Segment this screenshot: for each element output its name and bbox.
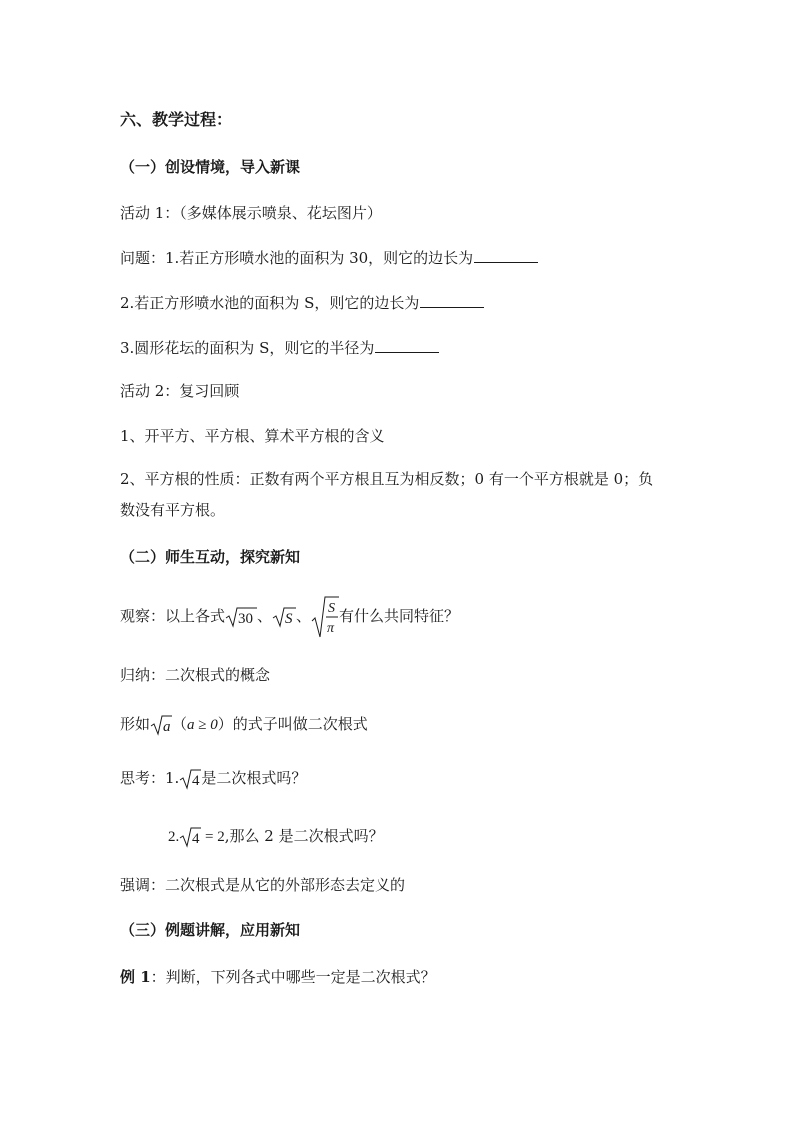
define-cond-open: （ [172,715,188,733]
activity2-text: 活动 2：复习回顾 [120,382,240,400]
think-prefix: 思考：1. [120,769,180,787]
sqrt-a-radicand: a [163,719,171,735]
part1-heading: （一）创设情境，导入新课 [120,158,301,176]
think2-suffix: ,那么 2 是二次根式吗？ [224,827,384,845]
question2-text: 2.若正方形喷水池的面积为 S，则它的边长为 [120,294,420,312]
think-line-2 [168,824,384,848]
radical-sign-icon [179,768,201,790]
example-1-line [120,967,436,987]
radical-sign-icon [311,595,339,639]
observe-suffix: 有什么共同特征？ [339,607,460,625]
sqrt-s-radicand: S [285,611,293,627]
fraction-numerator: S [328,601,336,616]
question3 [120,338,439,358]
example-1-text: ：判断，下列各式中哪些一定是二次根式？ [150,968,436,986]
example-1-label: 例 1 [120,968,151,986]
sqrt-4-radicand: 4 [192,773,200,789]
part3-heading: （三）例题讲解，应用新知 [120,921,301,939]
define-prefix: 形如 [120,715,151,733]
radical-sign-icon [272,606,296,628]
sqrt-30-expression [225,606,257,628]
review-item-2-line1: 2、平方根的性质：正数有两个平方根且互为相反数；0 有一个平方根就是 0；负 [120,470,654,488]
part2-heading: （二）师生互动，探究新知 [120,548,301,566]
radical-sign-icon [225,606,257,628]
conclude-text: 归纳：二次根式的概念 [120,666,271,684]
sqrt-s-over-pi-expression [311,595,339,639]
fraction-denominator: π [327,621,335,636]
question1 [120,248,538,268]
observe-line [120,594,459,638]
sqrt-30-radicand: 30 [238,611,254,627]
answer-blank-2 [420,293,484,308]
review-item-2-line2: 数没有平方根。 [120,501,226,519]
think2-prefix: 2. [168,829,180,845]
sqrt-4-expression [179,768,201,790]
radical-sign-icon [150,714,172,736]
sqrt-a-expression [150,714,172,736]
observe-sep-1: 、 [257,607,273,625]
sqrt-4-expression-2 [179,826,201,848]
observe-prefix: 观察：以上各式 [120,607,226,625]
question1-text: 问题：1.若正方形喷水池的面积为 30，则它的边长为 [120,249,474,267]
answer-blank-1 [474,248,538,263]
define-condition: a ≥ 0 [187,717,218,733]
think-suffix: 是二次根式吗？ [201,769,307,787]
answer-blank-3 [375,338,439,353]
question2 [120,293,484,313]
think2-equation: = 2 [201,829,225,845]
definition-line [120,712,368,736]
emphasis-text: 强调：二次根式是从它的外部形态去定义的 [120,876,406,894]
observe-sep-2: 、 [296,607,312,625]
define-cond-close: ） [217,715,233,733]
activity1-text: 活动 1：（多媒体展示喷泉、花坛图片） [120,204,382,222]
sqrt-4-radicand-2: 4 [192,831,200,847]
radical-sign-icon [179,826,201,848]
review-item-1: 1、开平方、平方根、算术平方根的含义 [120,427,385,445]
think-line-1 [120,766,306,790]
question3-text: 3.圆形花坛的面积为 S，则它的半径为 [120,339,375,357]
sqrt-s-expression [272,606,296,628]
section-title: 六、教学过程： [120,110,233,129]
define-suffix: 的式子叫做二次根式 [232,715,368,733]
